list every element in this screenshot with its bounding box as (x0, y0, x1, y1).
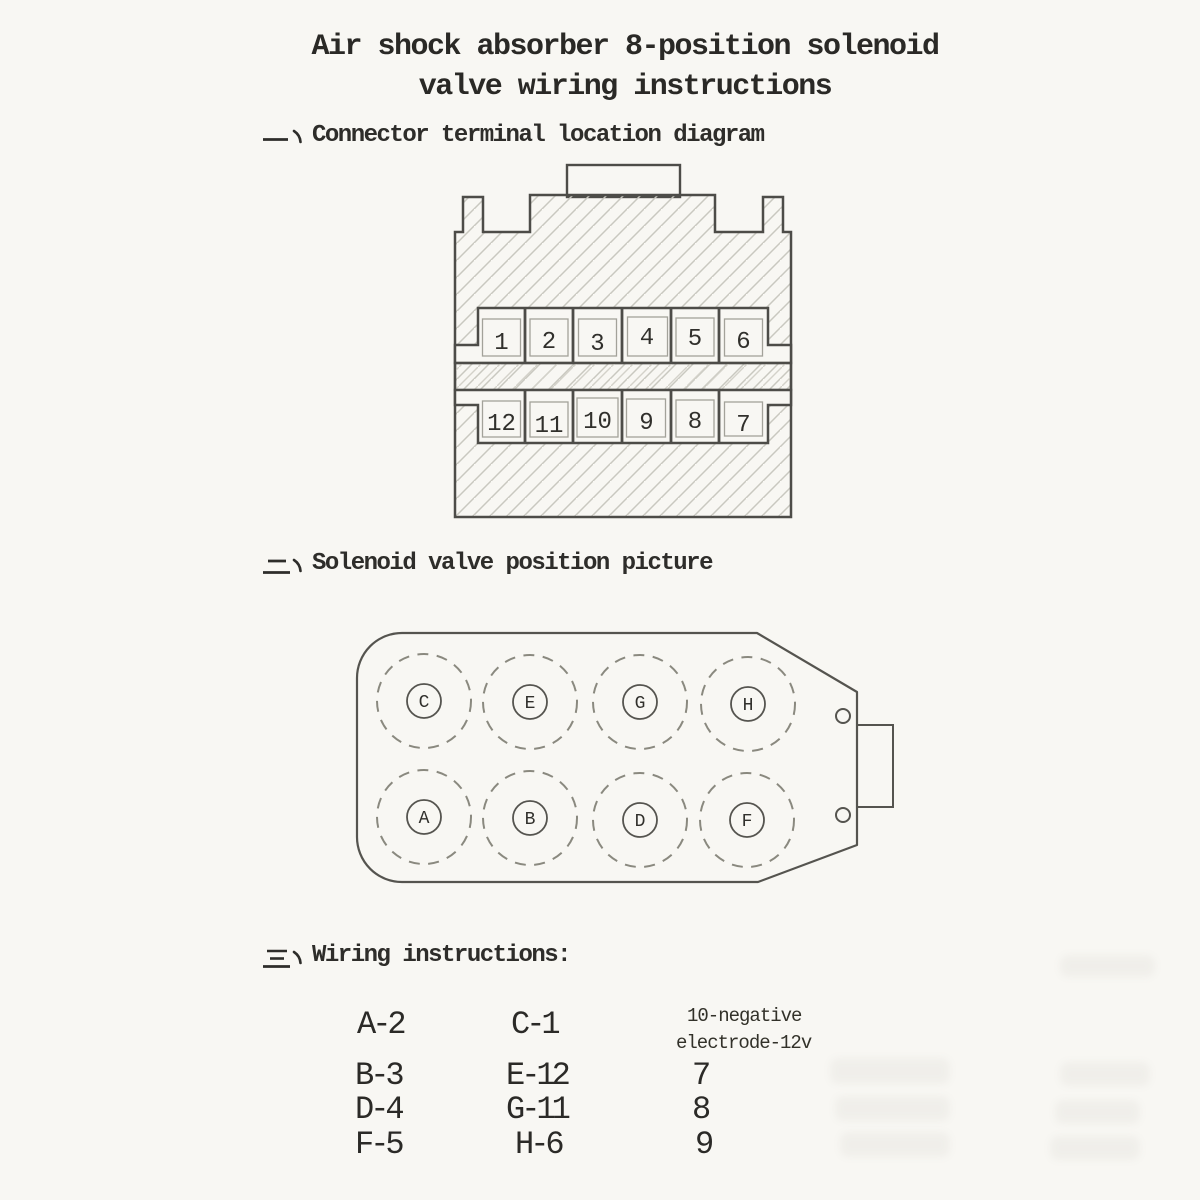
page-title-line-1: Air shock absorber 8-position solenoid (311, 30, 939, 64)
solenoid-label: C (418, 693, 430, 713)
wiring-terminal: 8 (692, 1091, 708, 1128)
terminal-number: 1 (494, 330, 509, 357)
wiring-pair: F-5 (355, 1126, 401, 1163)
terminal-number: 10 (583, 409, 612, 436)
print-bleed-artifact (1050, 1136, 1140, 1160)
wiring-terminal: 9 (695, 1126, 711, 1163)
terminal-number: 9 (639, 410, 654, 437)
wiring-note-line-2: electrode-12v (676, 1032, 812, 1054)
valve-mounting-hole-top (836, 709, 850, 723)
wiring-pair: C-1 (511, 1006, 557, 1043)
wiring-pair: H-6 (515, 1126, 561, 1163)
terminal-number: 2 (541, 329, 557, 356)
solenoid-label: H (742, 696, 754, 716)
print-bleed-artifact (840, 1132, 950, 1157)
terminal-number: 5 (687, 326, 703, 353)
print-bleed-artifact (830, 1058, 950, 1084)
connector-terminal-diagram (440, 158, 810, 530)
section-1-heading-text: Connector terminal location diagram (312, 122, 764, 149)
wiring-terminal: 7 (692, 1057, 708, 1094)
wiring-note-line-1: 10-negative (687, 1005, 802, 1027)
solenoid-label: G (634, 694, 646, 714)
wiring-pair: D-4 (355, 1091, 401, 1128)
section-marker-three-icon (260, 943, 306, 973)
page-title-line-2: valve wiring instructions (418, 70, 832, 104)
solenoid-label: D (634, 812, 646, 832)
wiring-pair: G-11 (506, 1091, 567, 1128)
print-bleed-artifact (1055, 1100, 1140, 1124)
terminal-number: 4 (639, 325, 655, 352)
solenoid-label: A (418, 809, 430, 829)
solenoid-valve-diagram (345, 618, 905, 898)
terminal-number: 8 (687, 409, 703, 436)
section-1-heading (260, 122, 764, 152)
connector-mid-band (455, 363, 791, 390)
valve-connector-stub (857, 725, 893, 807)
terminal-number: 12 (487, 411, 516, 438)
terminal-number: 7 (736, 412, 751, 439)
print-bleed-artifact (835, 1096, 950, 1121)
section-2-heading-text: Solenoid valve position picture (312, 550, 712, 577)
terminal-number: 3 (590, 331, 605, 358)
wiring-pair: E-12 (506, 1057, 567, 1094)
solenoid-label: F (741, 812, 753, 832)
section-3-heading (260, 942, 570, 972)
connector-lock-tab (567, 165, 680, 197)
wiring-pair: A-2 (357, 1006, 403, 1043)
wiring-pair: B-3 (355, 1057, 401, 1094)
section-marker-two-icon (260, 551, 306, 581)
terminal-number: 6 (736, 329, 751, 356)
valve-mounting-hole-bottom (836, 808, 850, 822)
print-bleed-artifact (1060, 955, 1155, 977)
section-3-heading-text: Wiring instructions: (312, 942, 571, 969)
section-2-heading (260, 550, 712, 580)
solenoid-label: E (524, 694, 536, 714)
solenoid-label: B (524, 810, 536, 830)
terminal-number: 11 (534, 413, 564, 440)
section-marker-one-icon (260, 123, 306, 153)
print-bleed-artifact (1060, 1062, 1150, 1086)
